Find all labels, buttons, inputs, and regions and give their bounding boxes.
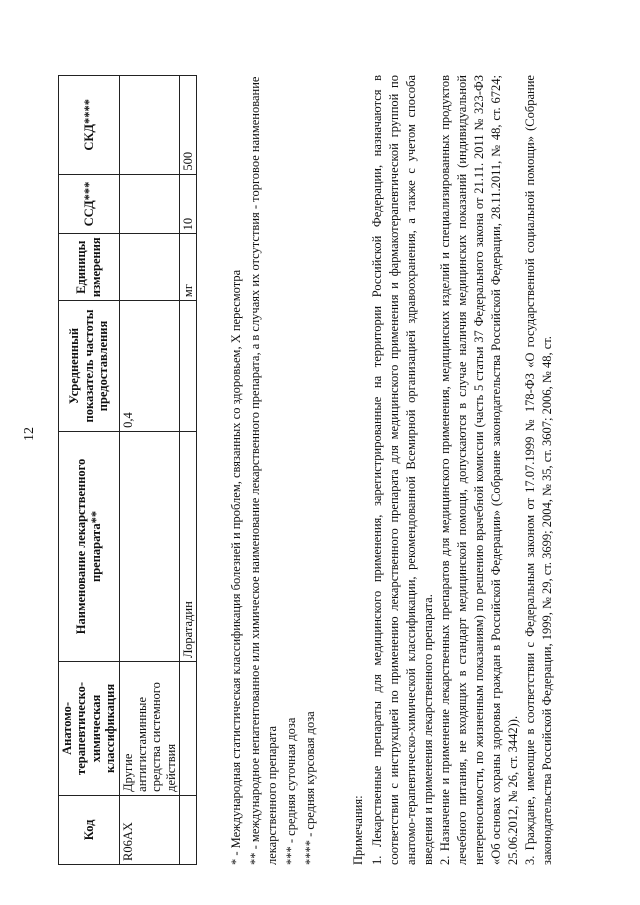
cell-frequency: 0,4	[119, 301, 180, 432]
cell-unit: мг	[180, 234, 197, 301]
cell-ssd: 10	[180, 174, 197, 234]
page-number: 12	[22, 427, 37, 441]
header-frequency: Усредненный показатель частоты предоставления	[59, 301, 120, 432]
header-atc: Анатомо-терапевтическо-химическая классификация	[59, 662, 120, 796]
cell-frequency	[180, 301, 197, 432]
cell-atc	[180, 662, 197, 796]
drug-standard-table	[58, 75, 197, 865]
footnote: ** - международное непатентованное или химическое наименование лекарственного препарата, а в случаях их отсутствия - торговое наименование лекарственного препарата	[247, 76, 279, 865]
cell-atc: Другие антигистаминные средства системного действия	[119, 662, 180, 796]
footnote: * - Международная статистическая классификация болезней и проблем, связанных со здоровьем, Х пересмотра	[229, 269, 243, 865]
note-item: 1. Лекарственные препараты для медицинского применения, зарегистрированные на территории Российской Федерации, назначаются в соответствии с инструкцией по применению лекарственного препарата для медицинского применения и фармакотерапевтической группой по анатомо-терапевтическо-химической классификации, рекомендованной Всемирной организацией здравоохранения, а также с учетом способа введения и применения лекарственного препарата.	[370, 75, 435, 865]
rotated-page-content	[58, 55, 628, 885]
cell-skd	[119, 76, 180, 175]
table-row	[119, 76, 180, 865]
cell-code: R06AX	[119, 795, 180, 864]
cell-unit	[119, 234, 180, 301]
footnote: *** - средняя суточная доза	[283, 717, 298, 865]
cell-skd: 500	[180, 76, 197, 175]
cell-ssd	[119, 174, 180, 234]
table-header-row	[59, 76, 120, 865]
note-item: 2. Назначение и применение лекарственных препаратов для медицинского применения, медицинских изделий и специализированных продуктов лечебного питания, не входящих в стандарт медицинской помощи, допускаются в случае наличия медицинских показаний (индивидуальной непереносимости, по жизненным показаниям) по решению врачебной комиссии (часть 5 статьи 37 Федерального закона от 21.11. 2011 № 323-ФЗ «Об основах охраны здоровья граждан в Российской Федерации» (Собрание законодательства Российской Федерации, 28.11.2011, № 48, ст. 6724; 25.06.2012, № 26, ст. 3442)).	[438, 75, 520, 865]
cell-drug-name: Лоратадин	[180, 431, 197, 661]
table-row	[180, 76, 197, 865]
footnote: **** - средняя курсовая доза	[302, 711, 317, 865]
note-item: 3. Граждане, имеющие в соответствии с Федеральным законом от 17.07.1999 № 178-ФЗ «О государственной социальной помощи» (Собрание законодательства Российской Федерации, 1999, № 29, ст. 3699; 2004, № 35, ст. 3607; 2006, № 48, ст.	[523, 75, 554, 865]
header-unit: Единицы измерения	[59, 234, 120, 301]
cell-code	[180, 795, 197, 864]
notes-section	[350, 75, 556, 865]
header-ssd: ССД***	[59, 174, 120, 234]
header-drug-name: Наименование лекарственного препарата**	[59, 431, 120, 661]
header-skd: СКД****	[59, 76, 120, 175]
cell-drug-name	[119, 431, 180, 661]
footnotes	[228, 75, 320, 865]
notes-title: Примечания:	[351, 795, 365, 865]
header-code: Код	[59, 795, 120, 864]
